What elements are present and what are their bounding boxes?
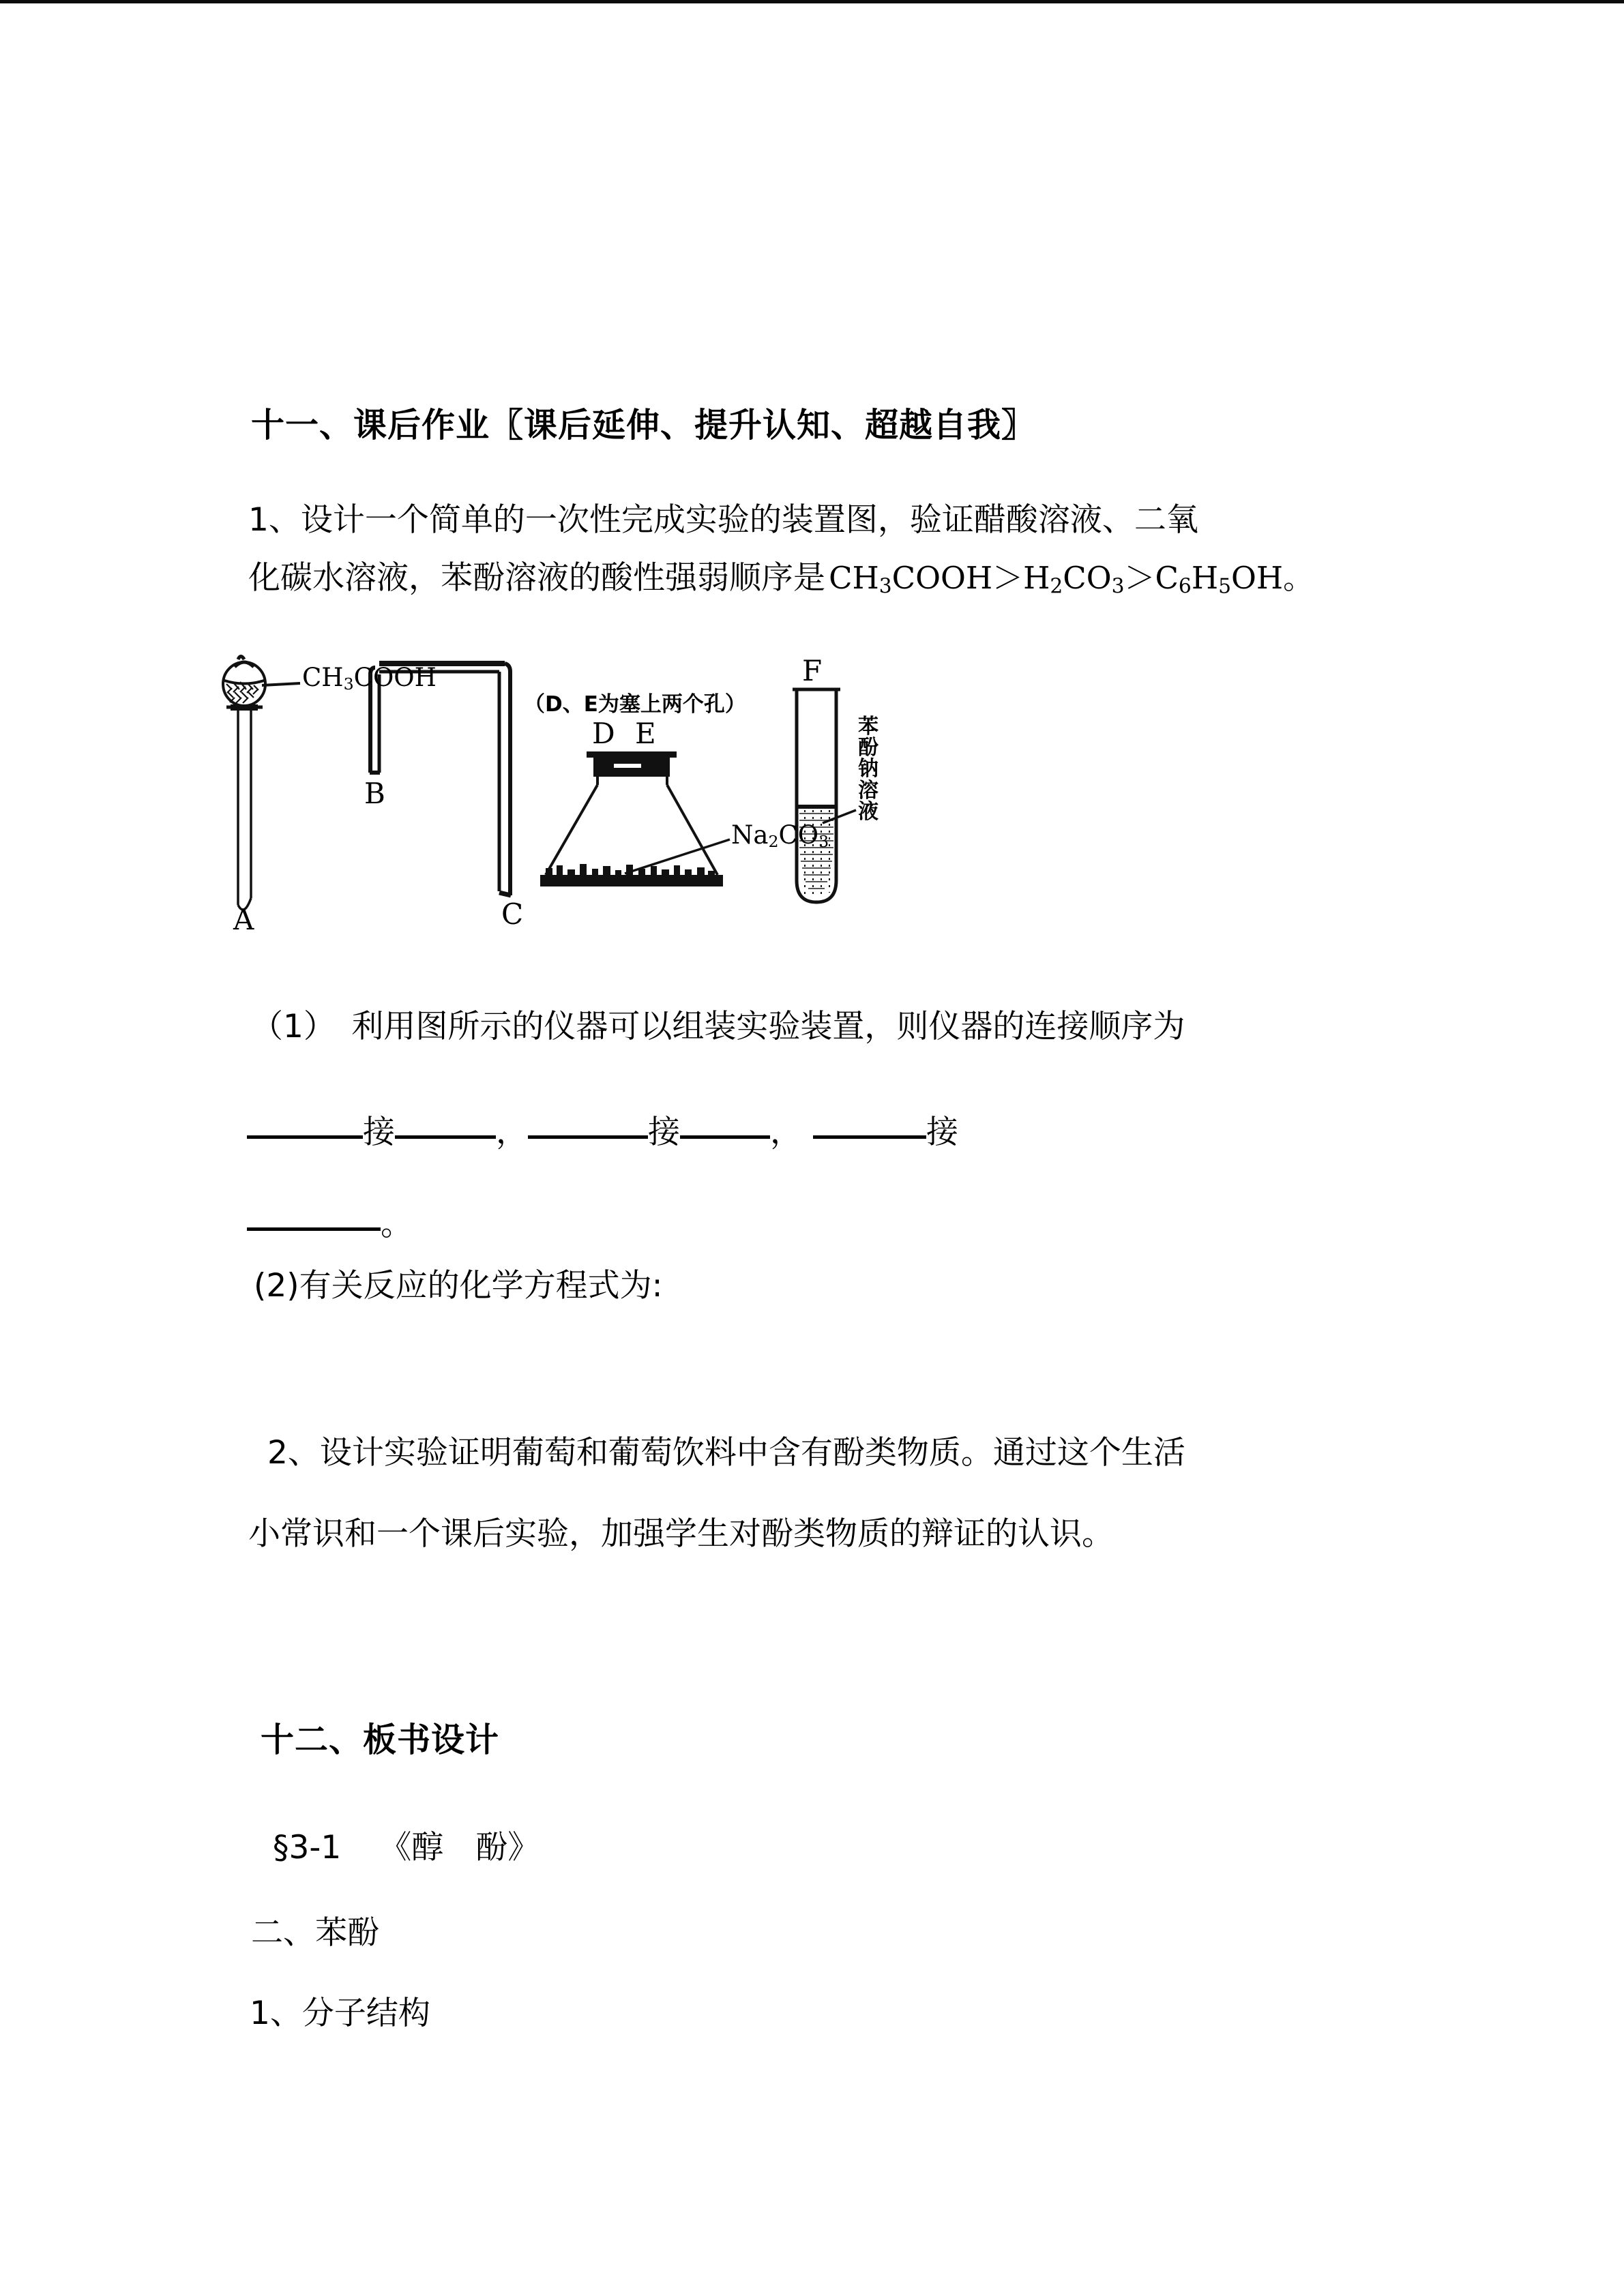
blackboard-section-line [273, 1822, 540, 1868]
blackboard-section-title: 《醇 酚》 [379, 1829, 540, 1866]
page-top-rule [0, 0, 1624, 3]
answer-blank-2[interactable] [395, 1135, 496, 1139]
question-1-line-1: 1、设计一个简单的一次性完成实验的装置图，验证醋酸溶液、二氧 [248, 501, 1198, 539]
answer-blanks-row-1 [247, 1107, 958, 1152]
connector-word-2: 接 [648, 1114, 680, 1151]
period-mark: 。 [381, 1206, 413, 1243]
apparatus-label-a: A [233, 903, 254, 936]
blackboard-item-2: 1、分子结构 [250, 1995, 430, 2032]
answer-blank-5[interactable] [813, 1135, 926, 1139]
question-1-sub-1-line: （1） 利用图所示的仪器可以组装实验装置，则仪器的连接顺序为 [251, 1008, 1185, 1045]
connector-word-3: 接 [926, 1114, 958, 1151]
test-tube-content-label-vertical: 苯酚钠溶液 [858, 715, 879, 824]
apparatus-label-d: D [592, 717, 615, 750]
answer-blanks-row-2 [247, 1199, 413, 1244]
question-2-line-1: 2、设计实验证明葡萄和葡萄饮料中含有酚类物质。通过这个生活 [267, 1434, 1185, 1472]
blackboard-section-code: §3-1 [273, 1829, 342, 1866]
answer-blank-1[interactable] [247, 1135, 363, 1139]
blackboard-item-1: 二、苯酚 [251, 1914, 379, 1952]
question-2-line-2: 小常识和一个课后实验，加强学生对酚类物质的辩证的认识。 [248, 1515, 1114, 1553]
question-1-line-2-text: 化碳水溶液，苯酚溶液的酸性强弱顺序是 [248, 559, 825, 597]
question-1-line-2 [248, 552, 1314, 599]
comma-1: ， [496, 1114, 528, 1151]
apparatus-diagram [191, 644, 914, 936]
flask-content-label: $Na_2CO_3$ [731, 820, 829, 852]
apparatus-label-c: C [501, 897, 524, 931]
apparatus-label-f: F [802, 654, 823, 687]
answer-blank-3[interactable] [528, 1135, 648, 1139]
diagram-stopper-note: （D、E为塞上两个孔） [524, 692, 746, 717]
question-1-sub-2-line: (2)有关反应的化学方程式为: [254, 1267, 663, 1304]
answer-blank-4[interactable] [680, 1135, 770, 1139]
blackboard-design-heading: 十二、板书设计 [261, 1720, 500, 1759]
connector-word-1: 接 [363, 1114, 395, 1151]
apparatus-label-e: E [635, 717, 656, 750]
answer-blank-6[interactable] [247, 1227, 381, 1231]
homework-section-heading: 十一、课后作业〖课后延伸、提升认知、超越自我〗 [251, 406, 1036, 445]
apparatus-a-annotation: $CH_3COOH$ [302, 663, 437, 694]
acidity-order-formula: $CH_3COOH>H_2CO_3>C_6H_5OH$。 [829, 560, 1314, 599]
comma-2: ， [770, 1114, 802, 1151]
apparatus-label-b: B [364, 777, 385, 810]
